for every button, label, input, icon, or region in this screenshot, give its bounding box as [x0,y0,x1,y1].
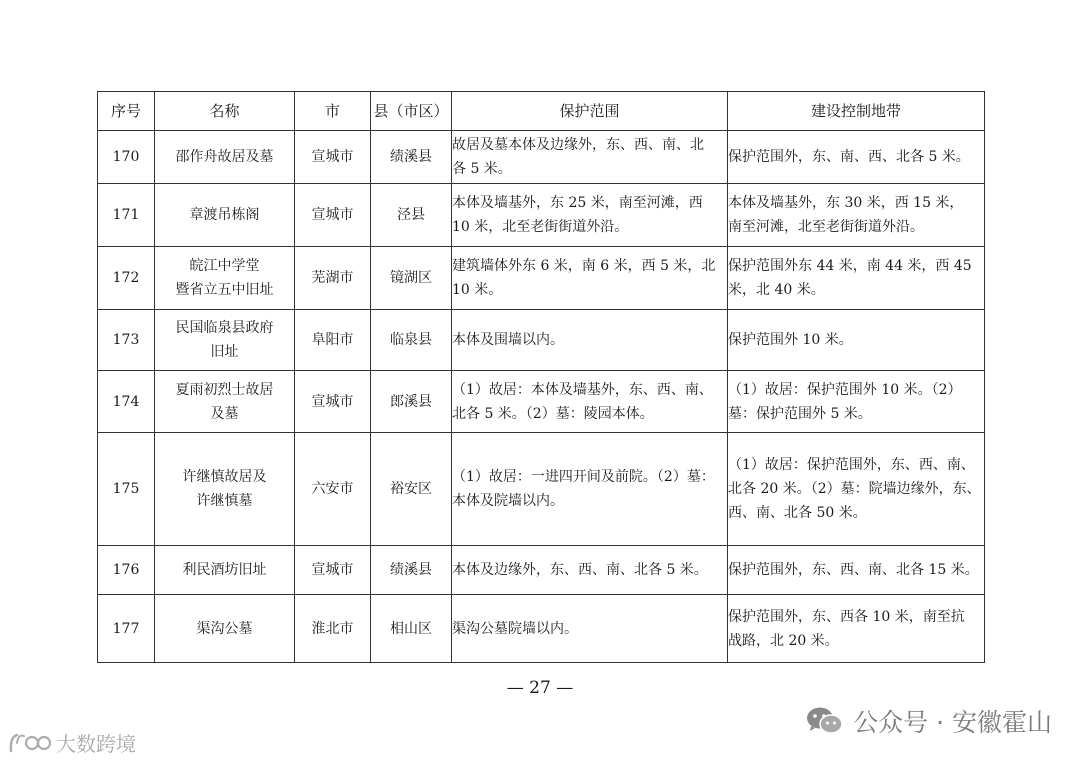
cell-county: 临泉县 [371,310,452,371]
table-row [98,433,985,546]
table-row [98,310,985,371]
cell-control-line: 保护范围外，东、西、南、北各 15 米。 [728,562,979,578]
cell-control-line: 南至河滩，北至老街街道外沿。 [728,219,924,235]
cell-name-line: 邵作舟故居及墓 [175,149,274,165]
cell-no: 176 [98,546,155,595]
cell-county: 裕安区 [371,433,452,546]
cell-protect-line: 本体及墙基外，东 25 米，南至河滩，西 [452,195,703,211]
cell-county: 绩溪县 [371,546,452,595]
cell-no: 175 [98,433,155,546]
cell-protect [452,546,728,595]
cell-protect-line: 本体及院墙以内。 [452,493,564,509]
brand-logo-icon [8,731,52,755]
cell-control-line: 保护范围外，东、西各 10 米，南至抗 [728,608,965,625]
cell-protect-line: 建筑墙体外东 6 米，南 6 米，西 5 米，北 [452,258,716,274]
cell-name [155,595,295,663]
cell-name [155,247,295,310]
cell-name-line: 章渡吊栋阁 [189,207,260,223]
cell-no: 174 [98,371,155,433]
cell-control [728,247,985,310]
header-county: 县（市区） [371,92,452,131]
cell-control [728,310,985,371]
cell-protect-line: 各 5 米。 [452,161,512,177]
cell-county: 绩溪县 [371,131,452,184]
cell-control [728,131,985,184]
cell-protect [452,310,728,371]
cell-protect [452,595,728,663]
header-city: 市 [295,92,371,131]
wechat-watermark-text: 公众号 · 安徽霍山 [853,708,1052,737]
cell-name-line: 渠沟公墓 [196,620,253,637]
cell-name [155,371,295,433]
cell-county: 相山区 [371,595,452,663]
cell-no: 177 [98,595,155,663]
cell-city: 宣城市 [295,371,371,433]
table-row [98,546,985,595]
cell-protect-line: 渠沟公墓院墙以内。 [452,620,578,637]
wechat-watermark [805,703,1052,739]
cell-name [155,433,295,546]
cell-county: 郎溪县 [371,371,452,433]
cell-city: 六安市 [295,433,371,546]
page-number: — 27 — [506,678,574,698]
heritage-table [97,91,985,663]
table-row [98,131,985,184]
header-no: 序号 [98,92,155,131]
cell-control-line: 北各 20 米。（2）墓：院墙边缘外，东、 [728,481,981,497]
cell-name [155,546,295,595]
cell-control-line: 保护范围外，东、南、西、北各 5 米。 [728,149,970,165]
cell-protect-line: 北各 5 米。（2）墓：陵园本体。 [452,405,654,422]
cell-name-line: 夏雨初烈士故居 [175,381,274,398]
cell-protect-line: 10 米。 [452,282,503,298]
cell-city: 宣城市 [295,546,371,595]
cell-protect-line: （1）故居：本体及墙基外，东、西、南、 [452,381,713,398]
cell-control-line: 墓：保护范围外 5 米。 [728,405,872,422]
cell-name-line: 皖江中学堂 [189,258,260,274]
header-control: 建设控制地带 [728,92,985,131]
cell-protect [452,371,728,433]
cell-control-line: 西、南、北各 50 米。 [728,505,867,521]
cell-protect-line: （1）故居：一进四开间及前院。（2）墓： [452,469,715,485]
cell-name-line: 旧址 [210,344,239,360]
cell-name-line: 及墓 [210,405,239,422]
cell-city: 宣城市 [295,131,371,184]
cell-city: 宣城市 [295,184,371,247]
cell-control-line: 本体及墙基外，东 30 米，西 15 米， [728,195,964,211]
cell-city: 阜阳市 [295,310,371,371]
table-row [98,184,985,247]
cell-name [155,184,295,247]
table-row [98,247,985,310]
cell-control [728,546,985,595]
cell-control-line: 保护范围外东 44 米，南 44 米，西 45 [728,258,972,274]
table-row [98,595,985,663]
cell-protect-line: 本体及围墙以内。 [452,332,564,348]
cell-control [728,595,985,663]
cell-city: 芜湖市 [295,247,371,310]
cell-control-line: 保护范围外 10 米。 [728,332,853,348]
cell-protect [452,184,728,247]
cell-name-line: 许继慎墓 [196,493,253,509]
brand-watermark-text: 大数跨境 [56,732,136,756]
cell-no: 172 [98,247,155,310]
cell-city: 淮北市 [295,595,371,663]
header-name: 名称 [155,92,295,131]
header-protect: 保护范围 [452,92,728,131]
cell-protect-line: 本体及边缘外，东、西、南、北各 5 米。 [452,562,708,578]
cell-name-line: 民国临泉县政府 [175,320,274,336]
cell-name-line: 许继慎故居及 [182,469,267,485]
cell-control [728,184,985,247]
cell-protect-line: 10 米，北至老街街道外沿。 [452,219,629,235]
cell-county: 镜湖区 [371,247,452,310]
cell-control [728,371,985,433]
table-row [98,371,985,433]
cell-name [155,310,295,371]
cell-no: 171 [98,184,155,247]
cell-control [728,433,985,546]
cell-protect [452,433,728,546]
cell-control-line: （1）故居：保护范围外，东、西、南、 [728,457,975,473]
cell-protect-line: 故居及墓本体及边缘外，东、西、南、北 [452,137,704,153]
cell-control-line: 米，北 40 米。 [728,282,825,298]
cell-no: 173 [98,310,155,371]
cell-protect [452,131,728,184]
cell-name-line: 暨省立五中旧址 [175,282,274,298]
cell-name-line: 利民酒坊旧址 [182,562,267,578]
cell-no: 170 [98,131,155,184]
cell-county: 泾县 [371,184,452,247]
cell-control-line: 战路，北 20 米。 [728,632,839,649]
cell-name [155,131,295,184]
cell-protect [452,247,728,310]
brand-watermark [8,728,136,757]
wechat-icon [805,705,845,737]
cell-control-line: （1）故居：保护范围外 10 米。（2） [728,381,962,398]
table-header-row [98,92,985,131]
